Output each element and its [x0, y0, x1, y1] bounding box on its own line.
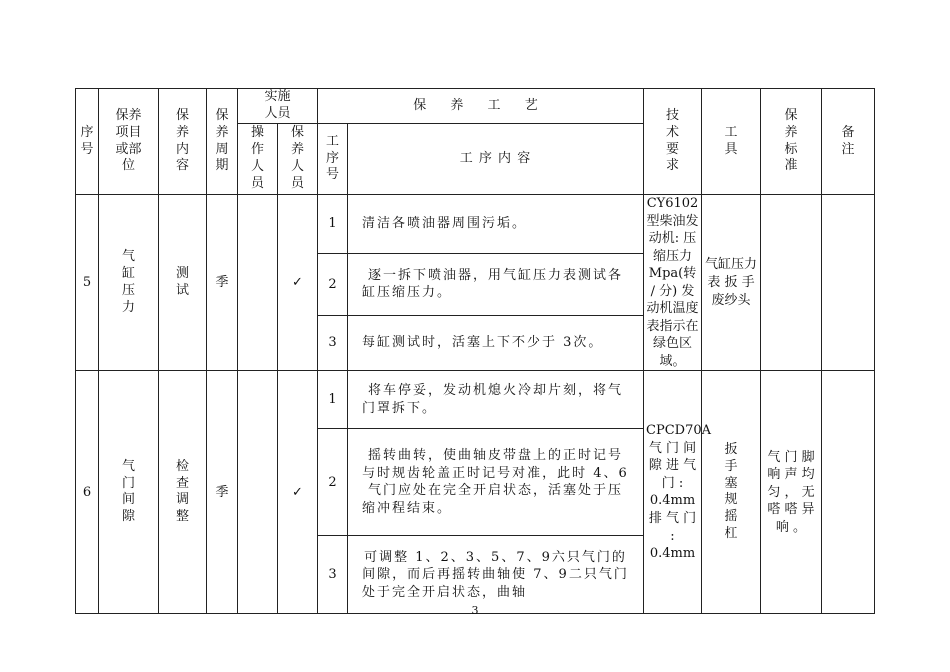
step-number: 2: [318, 429, 348, 536]
header-step-content: 工 序 内 容: [348, 124, 644, 195]
step-number: 1: [318, 371, 348, 429]
step-text: 每缸测试时，活塞上下不少于 3次。: [348, 315, 644, 371]
header-maintainer: 保养人员: [278, 124, 318, 195]
header-staff-group: 实施人员: [238, 89, 318, 124]
step-text: 逐一拆下喷油器，用气缸压力表测试各缸压缩压力。: [348, 254, 644, 315]
header-remark: 备注: [822, 89, 875, 195]
header-tools: 工具: [702, 89, 761, 195]
table-row: [76, 195, 875, 254]
cell-item: 气缸压力: [99, 195, 159, 371]
step-number: 3: [318, 315, 348, 371]
header-operator: 操作人员: [238, 124, 278, 195]
cell-seq: 6: [76, 371, 99, 614]
header-period: 保养周期: [207, 89, 238, 195]
cell-content: 检查调整: [159, 371, 207, 614]
cell-tech-req: CY6102 型柴油发动机: 压缩压力 Mpa(转 / 分) 发动机温度表指示在绿色区域。: [644, 195, 702, 371]
step-text: 清洁各喷油器周围污垢。: [348, 195, 644, 254]
step-number: 2: [318, 254, 348, 315]
header-item: 保养项目或部位: [99, 89, 159, 195]
header-process-group: 保 养 工 艺: [318, 89, 644, 124]
cell-standard: 气 门 脚 响 声 均 匀 ， 无 嗒 嗒 异 响 。: [761, 371, 822, 614]
cell-content: 测试: [159, 195, 207, 371]
table-row: [76, 371, 875, 429]
maintenance-table: [75, 88, 875, 614]
page-number: 3: [471, 604, 479, 617]
cell-period: 季: [207, 195, 238, 371]
step-text: 可调整 1、2、3、5、7、9六只气门的间隙，而后再摇转曲轴使 7、9二只气门处于完全开启状态，曲轴: [348, 536, 644, 614]
cell-remark: [822, 195, 875, 371]
check-mark: ✓: [278, 371, 318, 614]
step-number: 3: [318, 536, 348, 614]
cell-tech-req: CPCD70A 气 门 间 隙 进 气 门 : 0.4mm 排 气 门 : 0.4mm: [644, 371, 702, 614]
cell-tools: 扳手塞规摇杠: [702, 371, 761, 614]
cell-standard: [761, 195, 822, 371]
step-text: 将车停妥，发动机熄火冷却片刻，将气门罩拆下。: [348, 371, 644, 429]
check-mark: ✓: [278, 195, 318, 371]
header-tech-req: 技术要求: [644, 89, 702, 195]
header-standard: 保养标准: [761, 89, 822, 195]
cell-item: 气门间隙: [99, 371, 159, 614]
step-text: 摇转曲转，使曲轴皮带盘上的正时记号与时规齿轮盖正时记号对准，此时 4、6气门应处在完全开启状态，活塞处于压缩冲程结束。: [348, 429, 644, 536]
cell-tools: 气缸压力表 扳 手 废纱头: [702, 195, 761, 371]
cell-operator: [238, 371, 278, 614]
cell-period: 季: [207, 371, 238, 614]
header-content: 保养内容: [159, 89, 207, 195]
cell-operator: [238, 195, 278, 371]
cell-remark: [822, 371, 875, 614]
cell-seq: 5: [76, 195, 99, 371]
step-number: 1: [318, 195, 348, 254]
header-seq: 序号: [76, 89, 99, 195]
header-step-no: 工序号: [318, 124, 348, 195]
